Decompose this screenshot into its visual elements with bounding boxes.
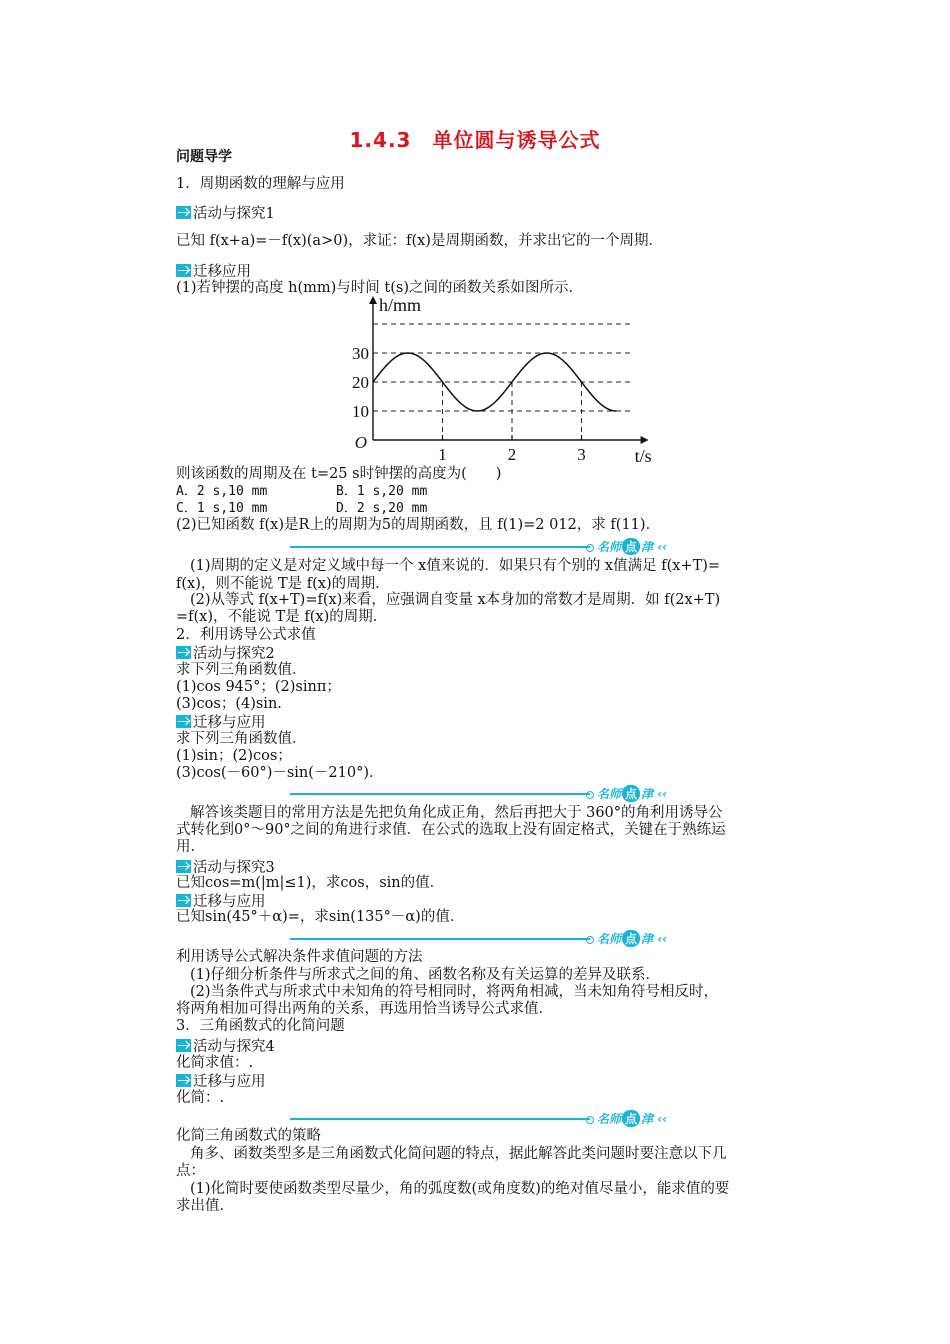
- problem-line: 则该函数的周期及在 t=25 s时钟摆的高度为( ): [176, 466, 502, 482]
- arrow-icon: [176, 264, 191, 277]
- arrow-icon: [176, 206, 191, 219]
- note-line: (1)仔细分析条件与所求式之间的角、函数名称及有关运算的差异及联系．: [190, 967, 661, 983]
- transfer-tag-4: 迁移与应用: [176, 1071, 266, 1089]
- page-title: 1.4.3 单位圆与诱导公式: [349, 128, 601, 152]
- x-tick-label: 3: [577, 445, 586, 464]
- note-line: 将两角相加可得出两角的关系，再选用恰当诱导公式求值．: [176, 1001, 553, 1017]
- note-line: 解答该类题目的常用方法是先把负角化成正角，然后再把大于 360°的角利用诱导公: [190, 805, 723, 821]
- origin-label: O: [354, 433, 367, 452]
- note-line: (2)从等式 f(x+T)=f(x)来看，应强调自变量 x本身加的常数才是周期．如 f(2x+T): [190, 592, 721, 608]
- activity-tag-4: 活动与探究4: [176, 1036, 275, 1054]
- problem-line: 化简求值：.: [176, 1055, 254, 1071]
- y-tick-label: 10: [352, 402, 369, 421]
- problem-line: 求下列三角函数值．: [176, 662, 307, 678]
- note-line: (2)当条件式与所求式中未知角的符号相同时，将两角相减，当未知角符号相反时，: [190, 984, 719, 1000]
- problem-line: (3)cos；(4)sin.: [176, 696, 282, 712]
- arrow-icon: [176, 894, 191, 907]
- problem-line: 已知 f(x+a)=－f(x)(a>0)，求证：f(x)是周期函数，并求出它的一个周期．: [176, 233, 663, 249]
- section-heading: 问题导学: [176, 149, 232, 165]
- note-line: 求出值．: [176, 1198, 234, 1214]
- x-tick-label: 1: [438, 445, 447, 464]
- activity-tag-3: 活动与探究3: [176, 857, 275, 875]
- arrow-icon: [176, 860, 191, 873]
- tip-divider: 名师 点 津 ‹‹: [290, 1110, 690, 1126]
- arrow-icon: [176, 646, 191, 659]
- y-axis-label: h/mm: [379, 295, 422, 315]
- note-line: 角多、函数类型多是三角函数式化简问题的特点，据此解答此类问题时要注意以下几: [190, 1146, 727, 1162]
- option-c: C．1 s,10 mm: [176, 501, 268, 516]
- y-tick-label: 20: [352, 373, 369, 392]
- arrow-icon: [176, 1039, 191, 1052]
- note-line: =f(x)，不能说 T是 f(x)的周期．: [176, 609, 388, 625]
- note-line: f(x)，则不能说 T是 f(x)的周期．: [176, 576, 390, 592]
- y-axis-arrow: [369, 296, 377, 304]
- tip-divider: 名师 点 津 ‹‹: [290, 538, 690, 554]
- y-tick-label: 30: [352, 344, 369, 363]
- pendulum-chart: [340, 292, 652, 470]
- x-axis-arrow: [641, 436, 649, 444]
- activity-label: 活动与探究1: [193, 205, 275, 222]
- option-a: A．2 s,10 mm: [176, 484, 268, 499]
- transfer-label: 迁移应用: [193, 263, 251, 280]
- note-line: 用．: [176, 839, 205, 855]
- tip-divider: 名师 点 津 ‹‹: [290, 930, 690, 946]
- problem-line: (1)sin；(2)cos；: [176, 748, 292, 764]
- problem-line: 化简：.: [176, 1090, 225, 1106]
- note-line: 利用诱导公式解决条件求值问题的方法: [176, 949, 423, 965]
- x-tick-label: 2: [507, 445, 517, 464]
- transfer-tag-1: [176, 261, 251, 279]
- note-line: 化简三角函数式的策略: [176, 1128, 321, 1144]
- option-d: D．2 s,20 mm: [336, 501, 428, 516]
- section-1: 1．周期函数的理解与应用: [176, 176, 345, 192]
- activity-tag-1: [176, 203, 275, 221]
- note-line: 式转化到0°～90°之间的角进行求值．在公式的选取上没有固定格式，关键在于熟练运: [176, 822, 726, 838]
- problem-line: (1)cos 945°；(2)sinπ；: [176, 679, 341, 695]
- transfer-tag-2: 迁移与应用: [176, 712, 266, 730]
- tip-divider: 名师 点 津 ‹‹: [290, 785, 690, 801]
- option-b: B．1 s,20 mm: [336, 484, 428, 499]
- problem-line: (1)若钟摆的高度 h(mm)与时间 t(s)之间的函数关系如图所示．: [176, 280, 583, 296]
- activity-tag-2: 活动与探究2: [176, 643, 275, 661]
- section-3: 3．三角函数式的化简问题: [176, 1018, 345, 1034]
- problem-line: 已知sin(45°＋α)=，求sin(135°－α)的值．: [176, 909, 465, 925]
- problem-line: 求下列三角函数值．: [176, 731, 307, 747]
- note-line: (1)化简时要使函数类型尽量少，角的弧度数(或角度数)的绝对值尽量小，能求值的要: [190, 1181, 730, 1197]
- problem-line: (3)cos(－60°)－sin(－210°)．: [176, 765, 384, 781]
- x-axis-label: t/s: [634, 446, 652, 466]
- problem-line: (2)已知函数 f(x)是R上的周期为5的周期函数，且 f(1)=2 012，求 f(11)．: [176, 517, 661, 533]
- section-2: 2．利用诱导公式求值: [176, 627, 316, 643]
- problem-line: 已知cos=m(|m|≤1)，求cos，sin的值．: [176, 875, 445, 891]
- arrow-icon: [176, 1074, 191, 1087]
- note-line: 点：: [176, 1163, 205, 1179]
- note-line: (1)周期的定义是对定义域中每一个 x值来说的．如果只有个别的 x值满足 f(x+T)=: [190, 558, 721, 574]
- arrow-icon: [176, 715, 191, 728]
- transfer-tag-3: 迁移与应用: [176, 891, 266, 909]
